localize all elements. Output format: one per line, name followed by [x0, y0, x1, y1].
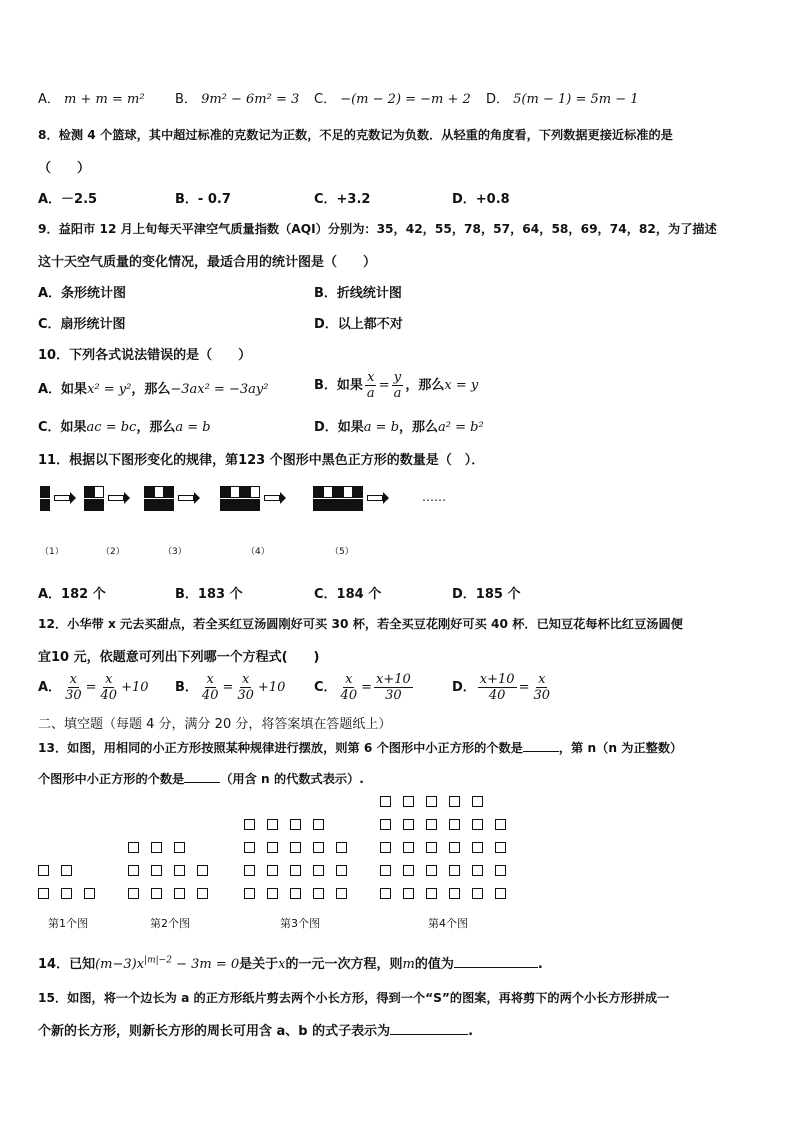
- q12-d-label: D．: [452, 680, 476, 695]
- q11-cell: [144, 486, 154, 498]
- q13-small-square: [290, 888, 301, 899]
- q11-fig-label-5: （5）: [330, 547, 354, 557]
- q13-small-square: [426, 842, 437, 853]
- q13-small-square: [244, 842, 255, 853]
- q11-cell: [40, 499, 50, 511]
- q14-text-2: 的一元一次方程，则: [285, 957, 403, 972]
- q13-line2-tail: （用含 n 的代数式表示）.: [220, 772, 364, 786]
- q11-cell: [333, 486, 343, 498]
- q10-c-condition: ac = bc: [86, 420, 137, 435]
- q11-cell: [343, 486, 353, 498]
- q13-small-square: [426, 888, 437, 899]
- q12-c-lhs-num: x: [345, 672, 353, 687]
- q12-a-rhs-num: x: [105, 672, 113, 687]
- q11-option-a: A．182 个: [38, 587, 106, 602]
- q13-small-square: [336, 842, 347, 853]
- q12-a-lhs: [63, 672, 84, 703]
- q13-small-square: [403, 819, 414, 830]
- q11-pattern-figure: [40, 486, 460, 516]
- q10-b-result: x = y: [444, 378, 479, 393]
- q7-option-d: [486, 88, 639, 107]
- q12-d-rhs: [531, 672, 552, 703]
- q10-option-c: [38, 416, 211, 435]
- q13-small-square: [290, 842, 301, 853]
- q11-cell: [323, 486, 333, 498]
- q10-b-fraction-2: [392, 370, 404, 401]
- q13-small-square: [151, 842, 162, 853]
- q13-small-square: [336, 865, 347, 876]
- q11-cell: [313, 499, 323, 511]
- q10-d-prefix: D．如果: [314, 420, 364, 435]
- q14-exponent: |m|−2: [144, 955, 172, 966]
- q13-small-square: [449, 888, 460, 899]
- q7-option-b-label: B．: [175, 92, 197, 107]
- q13-small-square: [151, 865, 162, 876]
- q13-stem-line1: [38, 739, 682, 756]
- q12-stem-line1: 12．小华带 x 元去买甜点，若全买红豆汤圆刚好可买 30 杯，若全买豆花刚好可买 40 杯．已知豆花每杯比红豆汤圆便: [38, 617, 683, 631]
- q11-cell: [240, 499, 250, 511]
- q13-small-square: [495, 865, 506, 876]
- q8-option-c: C．+3.2: [314, 192, 371, 207]
- q13-small-square: [197, 865, 208, 876]
- q11-cell: [250, 486, 260, 498]
- q7-option-c: [314, 88, 471, 107]
- q14-text-1: 是关于: [239, 957, 279, 972]
- q13-fig-label-2: 第2个图: [150, 917, 190, 930]
- q11-cell: [313, 486, 323, 498]
- q12-b-lhs-den: 40: [201, 688, 219, 703]
- q11-cell: [154, 486, 164, 498]
- q13-fig-label-1: 第1个图: [48, 917, 88, 930]
- q9-option-c: C．扇形统计图: [38, 317, 126, 332]
- q12-d-rhs-num: x: [538, 672, 546, 687]
- q8-option-b: B．- 0.7: [175, 192, 231, 207]
- q8-stem-line1: 8．检测 4 个篮球，其中超过标准的克数记为正数，不足的克数记为负数．从轻重的角度看，下列数据更接近标准的是: [38, 128, 673, 142]
- q12-a-label: A．: [38, 680, 62, 695]
- q12-a-tail: +10: [121, 680, 149, 695]
- q7-option-d-label: D．: [486, 92, 510, 107]
- q12-c-lhs-den: 40: [340, 688, 358, 703]
- q13-small-square: [174, 842, 185, 853]
- q12-b-rhs-den: 30: [237, 688, 254, 703]
- q12-a-lhs-num: x: [69, 672, 77, 687]
- q11-cell: [164, 499, 174, 511]
- q13-small-square: [38, 865, 49, 876]
- q11-cell: [353, 486, 363, 498]
- q11-cell: [84, 499, 94, 511]
- q8-option-a: A．－2.5: [38, 192, 98, 207]
- q12-c-rhs-num: x+10: [376, 672, 411, 687]
- q9-option-a: A．条形统计图: [38, 286, 127, 301]
- q13-small-square: [174, 888, 185, 899]
- q13-small-square: [472, 796, 483, 807]
- q10-option-b: B．如果 $\frac{x}{a}$ = $\frac{y}{a}$ ，那么x = y: [314, 370, 479, 401]
- q12-a-rhs-den: 40: [100, 688, 118, 703]
- q11-cell: [333, 499, 343, 511]
- q14-var-m: m: [402, 957, 415, 972]
- q15-stem-line2: [38, 1020, 473, 1039]
- q10-b-frac1-den: a: [366, 386, 375, 401]
- q10-option-d: [314, 416, 484, 435]
- q9-option-b: B．折线统计图: [314, 286, 402, 301]
- q13-small-square: [472, 888, 483, 899]
- q13-small-square: [426, 796, 437, 807]
- q12-option-b: B． $\frac{x}{40}$ = $\frac{x}{30}$ +10: [175, 672, 286, 703]
- q13-small-square: [472, 819, 483, 830]
- q12-c-lhs: [339, 672, 360, 703]
- q13-small-square: [380, 842, 391, 853]
- q12-b-rhs-num: x: [241, 672, 250, 687]
- q13-line1-tail: ，第 n（n 为正整数）: [558, 741, 683, 755]
- q14-stem: [38, 953, 543, 972]
- q11-cell: [40, 486, 50, 498]
- q13-small-square: [128, 888, 139, 899]
- q13-small-square: [313, 865, 324, 876]
- q13-small-square: [290, 865, 301, 876]
- q11-fig-label-4: （4）: [246, 547, 270, 557]
- q12-b-lhs: [200, 672, 221, 703]
- q12-d-lhs-num: x+10: [479, 672, 515, 687]
- q10-b-then: ，那么: [405, 378, 445, 393]
- q10-option-a: [38, 378, 268, 397]
- q13-small-square: [495, 819, 506, 830]
- q13-small-square: [313, 819, 324, 830]
- q13-small-square: [380, 796, 391, 807]
- q13-small-square: [128, 842, 139, 853]
- q7-option-a-label: A．: [38, 92, 60, 107]
- q14-text-3: 的值为: [414, 957, 454, 972]
- q13-small-square: [313, 842, 324, 853]
- arrow-right-icon: [108, 495, 124, 501]
- q11-cell: [230, 499, 240, 511]
- q13-small-square: [336, 888, 347, 899]
- q7-option-b: [175, 88, 299, 107]
- q13-small-square: [84, 888, 95, 899]
- q13-small-square: [449, 796, 460, 807]
- q13-small-square: [449, 819, 460, 830]
- q10-a-then: ，那么: [131, 382, 171, 397]
- q10-b-frac1-num: x: [367, 370, 375, 385]
- q12-a-lhs-den: 30: [65, 688, 82, 703]
- q10-b-frac2-den: a: [393, 386, 402, 401]
- q13-stem-line2: [38, 770, 364, 787]
- q10-b-frac2-num: y: [393, 370, 402, 385]
- q11-cell: [323, 499, 333, 511]
- q11-cell: [343, 499, 353, 511]
- q10-a-result: −3ax² = −3ay²: [170, 382, 269, 397]
- q10-a-condition: x² = y²: [87, 382, 132, 397]
- q12-a-rhs: [99, 672, 120, 703]
- q11-cell: [240, 486, 250, 498]
- q11-cell: [353, 499, 363, 511]
- arrow-right-icon: [54, 495, 70, 501]
- q11-cell: [250, 499, 260, 511]
- q12-option-a: A． $\frac{x}{30}$ = $\frac{x}{40}$ +10: [38, 672, 149, 703]
- q13-line2-text: 个图形中小正方形的个数是: [38, 772, 185, 786]
- q13-small-square: [403, 888, 414, 899]
- q13-small-square: [244, 865, 255, 876]
- q12-b-lhs-num: x: [206, 672, 214, 687]
- q15-answer-blank[interactable]: [390, 1034, 468, 1035]
- q11-cell: [154, 499, 164, 511]
- q13-small-square: [380, 819, 391, 830]
- q10-b-fraction-1: [365, 370, 377, 401]
- q12-option-d: D． $\frac{x+10}{40}$ = $\frac{x}{30}$: [452, 672, 551, 703]
- q13-small-square: [495, 888, 506, 899]
- q13-small-square: [472, 842, 483, 853]
- q10-stem: 10．下列各式说法错误的是（ ）: [38, 348, 252, 363]
- q7-option-b-expr: 9m² − 6m² = 3: [201, 92, 300, 107]
- q13-small-square: [449, 865, 460, 876]
- q12-d-lhs-den: 40: [488, 688, 506, 703]
- arrow-right-icon: [264, 495, 280, 501]
- q14-prefix: 14．已知: [38, 957, 96, 972]
- q11-fig-label-1: （1）: [40, 547, 64, 557]
- q13-small-square: [426, 819, 437, 830]
- q13-fig-label-3: 第3个图: [280, 917, 320, 930]
- q9-stem-line2: 这十天空气质量的变化情况，最适合用的统计图是（ ）: [38, 255, 377, 270]
- q12-stem-line2: 宜10 元，依题意可列出下列哪一个方程式( ): [38, 650, 320, 665]
- q13-small-square: [472, 865, 483, 876]
- q13-small-square: [449, 842, 460, 853]
- q10-d-condition: a = b: [363, 420, 400, 435]
- q11-stem: 11．根据以下图形变化的规律，第123 个图形中黑色正方形的数量是（ ）．: [38, 453, 485, 468]
- q13-small-square: [426, 865, 437, 876]
- q13-small-square: [495, 842, 506, 853]
- q15-line2-text: 个新的长方形，则新长方形的周长可用含 a、b 的式子表示为: [38, 1024, 391, 1039]
- q13-small-square: [403, 865, 414, 876]
- q12-b-tail: +10: [257, 680, 286, 695]
- q13-small-square: [313, 888, 324, 899]
- q11-fig-label-2: （2）: [101, 547, 125, 557]
- q12-c-rhs: [374, 672, 413, 703]
- q14-answer-blank[interactable]: [454, 967, 538, 968]
- q11-option-b: B．183 个: [175, 587, 243, 602]
- q11-cell: [164, 486, 174, 498]
- q7-option-a-expr: m + m = m²: [64, 92, 145, 107]
- q11-cell: [144, 499, 154, 511]
- q11-cell: [220, 486, 230, 498]
- q11-cell: [94, 486, 104, 498]
- q13-small-square: [290, 819, 301, 830]
- q12-d-rhs-den: 30: [533, 688, 551, 703]
- q10-d-result: a² = b²: [438, 420, 484, 435]
- q12-c-label: C．: [314, 680, 337, 695]
- q13-small-square: [403, 842, 414, 853]
- q10-c-prefix: C．如果: [38, 420, 87, 435]
- q13-small-square: [38, 888, 49, 899]
- q13-small-square: [151, 888, 162, 899]
- q13-small-square: [267, 888, 278, 899]
- q10-c-then: ，那么: [136, 420, 176, 435]
- q13-small-square: [380, 865, 391, 876]
- q13-small-square: [380, 888, 391, 899]
- q13-small-square: [267, 842, 278, 853]
- q14-equation-rest: − 3m = 0: [171, 957, 240, 972]
- q12-d-lhs: [478, 672, 517, 703]
- q15-stem-line1: 15．如图，将一个边长为 a 的正方形纸片剪去两个小长方形，得到一个“S”的图案，再将剪下的两个小长方形拼成一: [38, 991, 670, 1005]
- q14-end: .: [537, 957, 543, 972]
- q10-b-prefix: B．如果: [314, 378, 363, 393]
- q12-b-label: B．: [175, 680, 198, 695]
- q11-cell: [84, 486, 94, 498]
- q13-small-square: [267, 819, 278, 830]
- q13-small-square: [61, 865, 72, 876]
- q13-small-square: [61, 888, 72, 899]
- arrow-right-icon: [178, 495, 194, 501]
- q13-small-square: [128, 865, 139, 876]
- q8-stem-line2: （ ）: [38, 161, 91, 176]
- q14-equation: (m−3)x: [95, 957, 145, 972]
- q11-cell: [220, 499, 230, 511]
- q7-option-c-expr: −(m − 2) = −m + 2: [340, 92, 471, 107]
- q13-small-square: [403, 796, 414, 807]
- q13-answer-blank-2[interactable]: [184, 782, 220, 783]
- q11-ellipsis: ……: [422, 490, 446, 504]
- q7-option-a: [38, 88, 145, 107]
- q13-fig-label-4: 第4个图: [428, 917, 468, 930]
- q13-small-square: [267, 865, 278, 876]
- q13-small-square: [174, 865, 185, 876]
- q10-c-result: a = b: [175, 420, 211, 435]
- q15-end: .: [468, 1024, 474, 1039]
- q13-line1-text: 13．如图，用相同的小正方形按照某种规律进行摆放，则第 6 个图形中小正方形的个数是: [38, 741, 523, 755]
- q12-b-rhs: [235, 672, 256, 703]
- q11-option-c: C．184 个: [314, 587, 382, 602]
- q13-small-square: [244, 819, 255, 830]
- q14-var-x: x: [278, 957, 286, 972]
- section-heading-fill-in: 二、填空题（每题 4 分，满分 20 分，将答案填在答题纸上）: [38, 717, 392, 732]
- q12-c-rhs-den: 30: [385, 688, 402, 703]
- arrow-right-icon: [367, 495, 383, 501]
- q11-cell: [94, 499, 104, 511]
- q10-d-then: ，那么: [399, 420, 439, 435]
- q11-option-d: D．185 个: [452, 587, 521, 602]
- q11-cell: [230, 486, 240, 498]
- q10-a-prefix: A．如果: [38, 382, 88, 397]
- q7-option-c-label: C．: [314, 92, 337, 107]
- q8-option-d: D．+0.8: [452, 192, 510, 207]
- q13-small-square: [197, 888, 208, 899]
- q7-option-d-expr: 5(m − 1) = 5m − 1: [513, 92, 639, 107]
- q11-fig-label-3: （3）: [163, 547, 187, 557]
- q12-option-c: C． $\frac{x}{40}$ = $\frac{x+10}{30}$: [314, 672, 411, 703]
- q9-stem-line1: 9．益阳市 12 月上旬每天平津空气质量指数（AQI）分别为：35，42，55，78，57，64，58，69，74，82，为了描述: [38, 222, 717, 236]
- q13-answer-blank-1[interactable]: [523, 751, 559, 752]
- q9-option-d: D．以上都不对: [314, 317, 403, 332]
- q13-small-square: [244, 888, 255, 899]
